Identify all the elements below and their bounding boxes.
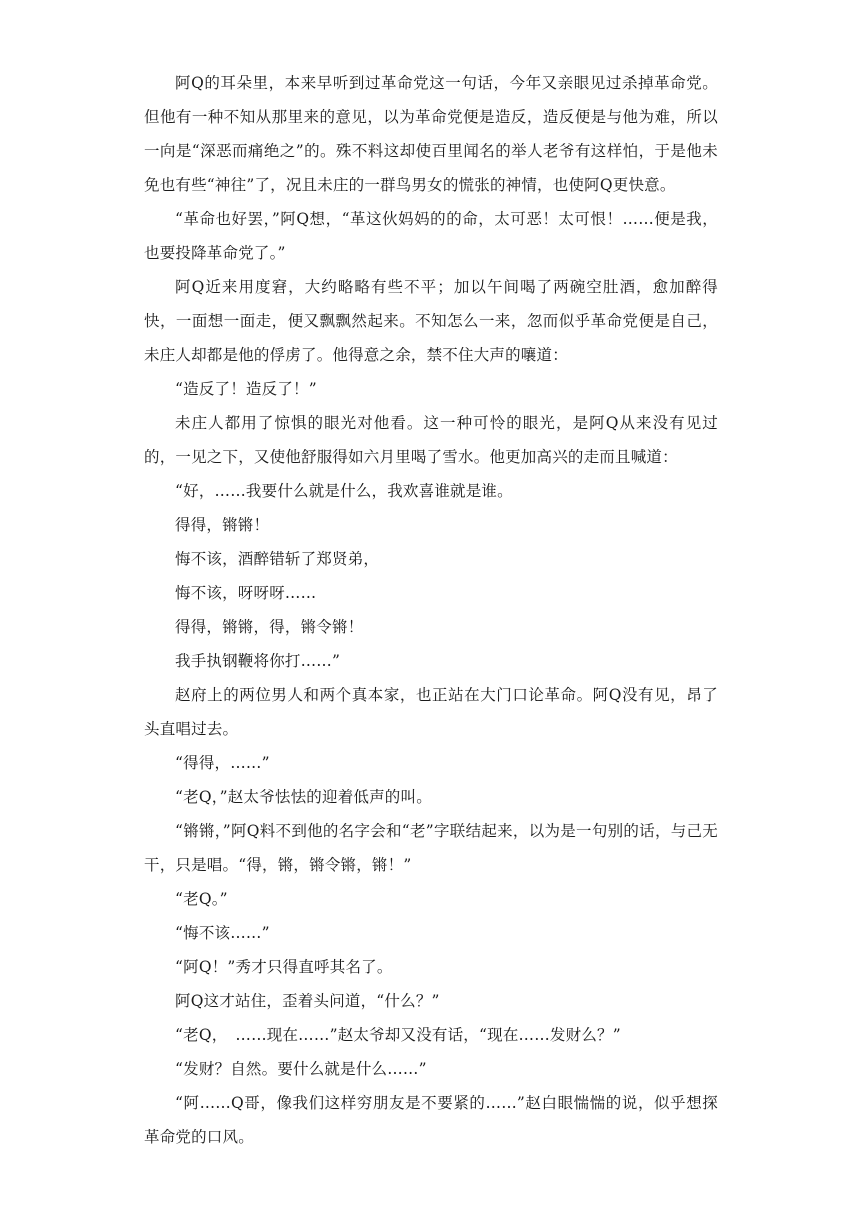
paragraph-17: “悔不该……” [175, 924, 270, 942]
paragraph-9: 悔不该，呀呀呀…… [175, 584, 317, 602]
paragraph-5: 未庄人都用了惊惧的眼光对他看。这一种可怜的眼光，是阿Q从来没有见过的，一见之下，又使他舒服得如六月里喝了雪水。他更加高兴的走而且喊道： [144, 414, 718, 466]
paragraph-2: “革命也好罢，”阿Q想，“革这伙妈妈的的命，太可恶！太可恨！……便是我，也要投降革命党了。” [144, 210, 718, 262]
paragraph-13: “得得，……” [175, 754, 270, 772]
paragraph-12: 赵府上的两位男人和两个真本家，也正站在大门口论革命。阿Q没有见，昂了头直唱过去。 [144, 686, 718, 738]
paragraph-8: 悔不该，酒醉错斩了郑贤弟， [175, 550, 380, 568]
paragraph-6: “好，……我要什么就是什么，我欢喜谁就是谁。 [175, 482, 513, 500]
paragraph-16: “老Q。” [175, 890, 228, 908]
paragraph-7: 得得，锵锵！ [175, 516, 270, 534]
paragraph-19: 阿Q这才站住，歪着头问道，“什么？” [175, 992, 440, 1010]
paragraph-11: 我手执钢鞭将你打……” [175, 652, 341, 670]
paragraph-14: “老Q，”赵太爷怯怯的迎着低声的叫。 [175, 788, 432, 806]
paragraph-22: “阿……Q哥，像我们这样穷朋友是不要紧的……”赵白眼惴惴的说，似乎想探革命党的口风。 [144, 1094, 718, 1146]
paragraph-21: “发财？自然。要什么就是什么……” [175, 1060, 427, 1078]
paragraph-10: 得得，锵锵，得，锵令锵！ [175, 618, 364, 636]
paragraph-15: “锵锵，”阿Q料不到他的名字会和“老”字联结起来，以为是一句别的话，与己无干，只是唱。“得，锵，锵令锵，锵！” [144, 822, 718, 874]
paragraph-1: 阿Q的耳朵里，本来早听到过革命党这一句话，今年又亲眼见过杀掉革命党。但他有一种不知从那里来的意见，以为革命党便是造反，造反便是与他为难，所以一向是“深恶而痛绝之”的。殊不料这却使百里闻名的举人老爷有这样怕，于是他未免也有些“神往”了，况且未庄的一群鸟男女的慌张的神情，也使阿Q更快意。 [144, 74, 718, 194]
paragraph-3: 阿Q近来用度窘，大约略略有些不平；加以午间喝了两碗空肚酒，愈加醉得快，一面想一面走，便又飘飘然起来。不知怎么一来，忽而似乎革命党便是自己，未庄人却都是他的俘虏了。他得意之余，禁不住大声的嚷道： [144, 278, 718, 364]
paragraph-4: “造反了！造反了！” [175, 380, 317, 398]
document-page [144, 66, 718, 1154]
paragraph-18: “阿Q！”秀才只得直呼其名了。 [175, 958, 393, 976]
paragraph-20: “老Q， ……现在……”赵太爷却又没有话，“现在……发财么？” [175, 1026, 621, 1044]
